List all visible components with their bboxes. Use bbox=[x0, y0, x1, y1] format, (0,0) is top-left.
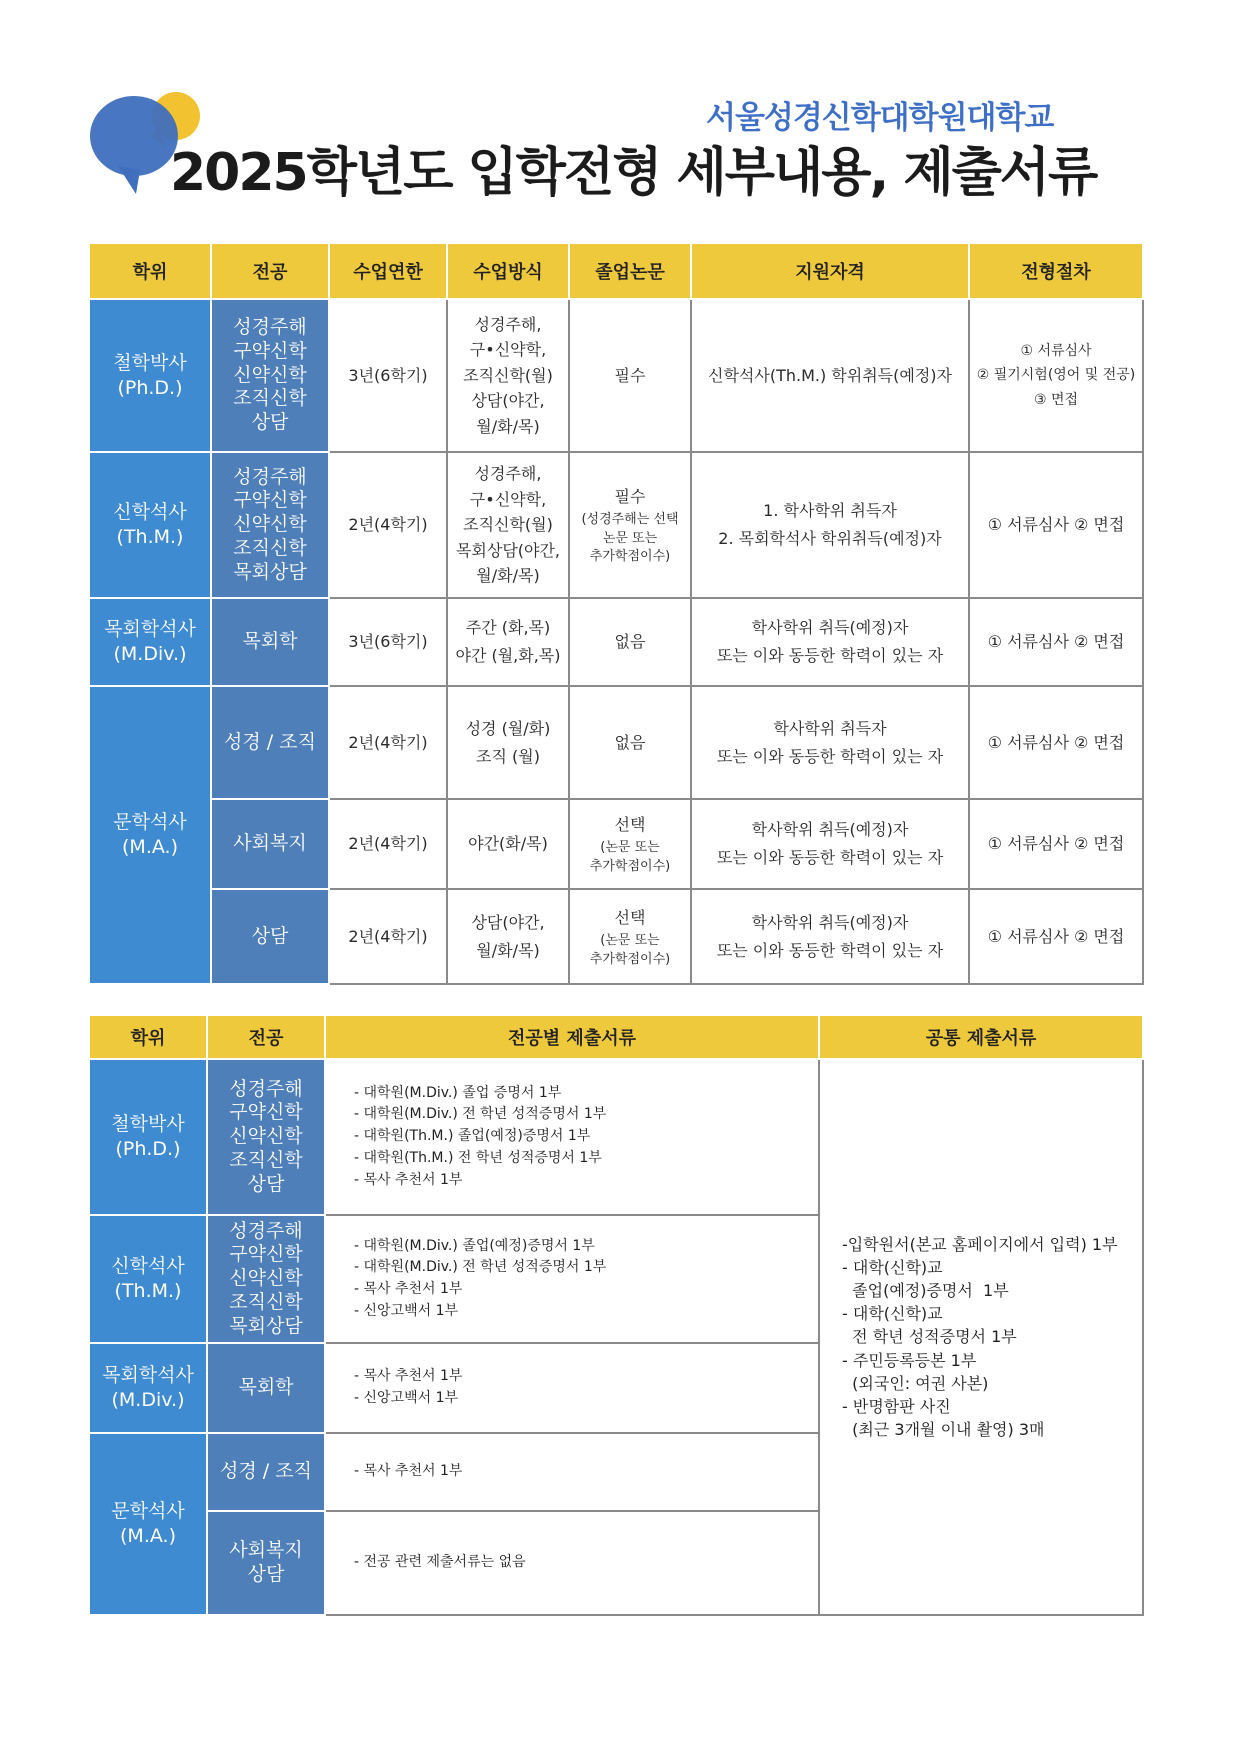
header-duration: 수업연한 bbox=[329, 243, 447, 299]
degree-cell: 목회학석사 (M.Div.) bbox=[89, 1343, 207, 1433]
header-procedure: 전형절차 bbox=[969, 243, 1143, 299]
procedure-cell: ① 서류심사 ② 면접 bbox=[969, 598, 1143, 686]
major-docs-cell: - 전공 관련 제출서류는 없음 bbox=[325, 1511, 819, 1615]
qualification-cell: 학사학위 취득(예정)자 또는 이와 동등한 학력이 있는 자 bbox=[691, 889, 969, 984]
method-cell: 상담(야간, 월/화/목) bbox=[447, 889, 569, 984]
header-common-docs: 공통 제출서류 bbox=[819, 1015, 1143, 1059]
major-docs-cell: - 목사 추천서 1부 bbox=[325, 1433, 819, 1511]
method-cell: 성경주해, 구•신약학, 조직신학(월) 목회상담(야간, 월/화/목) bbox=[447, 452, 569, 598]
degree-cell: 문학석사 (M.A.) bbox=[89, 686, 211, 984]
duration-cell: 2년(4학기) bbox=[329, 799, 447, 889]
thesis-cell: 없음 bbox=[569, 686, 691, 799]
qualification-cell: 학사학위 취득(예정)자 또는 이와 동등한 학력이 있는 자 bbox=[691, 598, 969, 686]
common-docs-cell: -입학원서(본교 홈페이지에서 입력) 1부 - 대학(신학)교 졸업(예정)증명서 1부 - 대학(신학)교 전 학년 성적증명서 1부 - 주민등록등본 1부 (외국인: 여권 사본) - 반명함판 사진 (최근 3개월 이내 촬영) 3매 bbox=[819, 1059, 1143, 1615]
qualification-cell: 학사학위 취득자 또는 이와 동등한 학력이 있는 자 bbox=[691, 686, 969, 799]
major-cell: 상담 bbox=[211, 889, 329, 984]
page-title: 2025학년도 입학전형 세부내용, 제출서류 bbox=[170, 143, 1097, 203]
qualification-cell: 신학석사(Th.M.) 학위취득(예정)자 bbox=[691, 299, 969, 452]
qualification-cell: 1. 학사학위 취득자 2. 목회학석사 학위취득(예정)자 bbox=[691, 452, 969, 598]
header-qualification: 지원자격 bbox=[691, 243, 969, 299]
duration-cell: 2년(4학기) bbox=[329, 686, 447, 799]
major-cell: 사회복지 bbox=[211, 799, 329, 889]
thesis-cell: 필수 (성경주해는 선택 논문 또는 추가학점이수) bbox=[569, 452, 691, 598]
qualification-cell: 학사학위 취득(예정)자 또는 이와 동등한 학력이 있는 자 bbox=[691, 799, 969, 889]
major-cell: 사회복지 상담 bbox=[207, 1511, 325, 1615]
method-cell: 성경 (월/화) 조직 (월) bbox=[447, 686, 569, 799]
table-row-phd bbox=[89, 1059, 1143, 1215]
duration-cell: 2년(4학기) bbox=[329, 452, 447, 598]
table-row-mdiv bbox=[89, 598, 1143, 686]
major-cell: 성경 / 조직 bbox=[207, 1433, 325, 1511]
header-degree: 학위 bbox=[89, 1015, 207, 1059]
major-cell: 성경주해 구약신학 신약신학 조직신학 목회상담 bbox=[211, 452, 329, 598]
degree-cell: 신학석사 (Th.M.) bbox=[89, 452, 211, 598]
major-cell: 목회학 bbox=[211, 598, 329, 686]
table-row-phd bbox=[89, 299, 1143, 452]
degree-cell: 철학박사 (Ph.D.) bbox=[89, 1059, 207, 1215]
procedure-cell: ① 서류심사 ② 면접 bbox=[969, 799, 1143, 889]
thesis-cell: 필수 bbox=[569, 299, 691, 452]
table-row-thm bbox=[89, 452, 1143, 598]
major-cell: 성경주해 구약신학 신약신학 조직신학 상담 bbox=[207, 1059, 325, 1215]
procedure-cell: ① 서류심사 ② 면접 bbox=[969, 889, 1143, 984]
duration-cell: 2년(4학기) bbox=[329, 889, 447, 984]
major-docs-cell: - 대학원(M.Div.) 졸업 증명서 1부 - 대학원(M.Div.) 전 학년 성적증명서 1부 - 대학원(Th.M.) 졸업(예정)증명서 1부 - 대학원(Th.M.) 전 학년 성적증명서 1부 - 목사 추천서 1부 bbox=[325, 1059, 819, 1215]
header-major: 전공 bbox=[211, 243, 329, 299]
school-name: 서울성경신학대학원대학교 bbox=[706, 100, 1054, 136]
header-major: 전공 bbox=[207, 1015, 325, 1059]
major-cell: 성경주해 구약신학 신약신학 조직신학 상담 bbox=[211, 299, 329, 452]
header-thesis: 졸업논문 bbox=[569, 243, 691, 299]
method-cell: 성경주해, 구•신약학, 조직신학(월) 상담(야간, 월/화/목) bbox=[447, 299, 569, 452]
degree-cell: 문학석사 (M.A.) bbox=[89, 1433, 207, 1615]
major-docs-cell: - 대학원(M.Div.) 졸업(예정)증명서 1부 - 대학원(M.Div.) 전 학년 성적증명서 1부 - 목사 추천서 1부 - 신앙고백서 1부 bbox=[325, 1215, 819, 1343]
header-major-docs: 전공별 제출서류 bbox=[325, 1015, 819, 1059]
procedure-cell: ① 서류심사 ② 필기시험(영어 및 전공) ③ 면접 bbox=[969, 299, 1143, 452]
duration-cell: 3년(6학기) bbox=[329, 299, 447, 452]
admission-details-table bbox=[88, 242, 1144, 985]
required-documents-table bbox=[88, 1014, 1144, 1616]
thesis-cell: 선택 (논문 또는 추가학점이수) bbox=[569, 889, 691, 984]
major-docs-cell: - 목사 추천서 1부 - 신앙고백서 1부 bbox=[325, 1343, 819, 1433]
method-cell: 야간(화/목) bbox=[447, 799, 569, 889]
thesis-cell: 선택 (논문 또는 추가학점이수) bbox=[569, 799, 691, 889]
table-row-ma bbox=[89, 799, 1143, 889]
table-row-ma bbox=[89, 889, 1143, 984]
header-method: 수업방식 bbox=[447, 243, 569, 299]
header-degree: 학위 bbox=[89, 243, 211, 299]
degree-cell: 신학석사 (Th.M.) bbox=[89, 1215, 207, 1343]
duration-cell: 3년(6학기) bbox=[329, 598, 447, 686]
major-cell: 성경주해 구약신학 신약신학 조직신학 목회상담 bbox=[207, 1215, 325, 1343]
degree-cell: 철학박사 (Ph.D.) bbox=[89, 299, 211, 452]
procedure-cell: ① 서류심사 ② 면접 bbox=[969, 686, 1143, 799]
procedure-cell: ① 서류심사 ② 면접 bbox=[969, 452, 1143, 598]
major-cell: 성경 / 조직 bbox=[211, 686, 329, 799]
thesis-cell: 없음 bbox=[569, 598, 691, 686]
degree-cell: 목회학석사 (M.Div.) bbox=[89, 598, 211, 686]
method-cell: 주간 (화,목) 야간 (월,화,목) bbox=[447, 598, 569, 686]
major-cell: 목회학 bbox=[207, 1343, 325, 1433]
table-row-ma bbox=[89, 686, 1143, 799]
